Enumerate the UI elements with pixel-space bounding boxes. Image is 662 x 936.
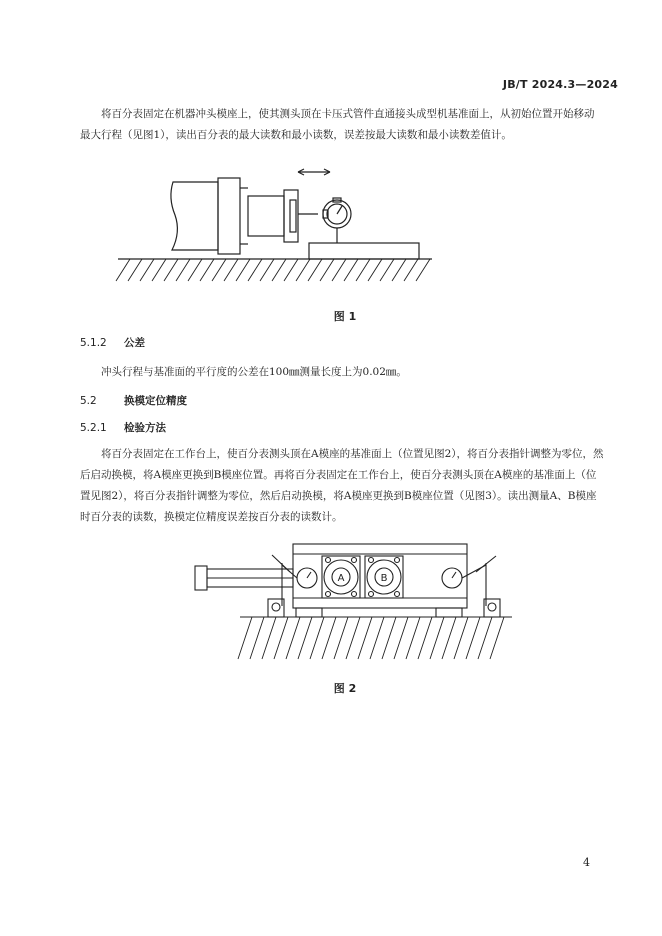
section-number: 5.2 [80, 395, 97, 407]
figure-1-caption: 图 1 [333, 310, 357, 323]
section-number: 5.1.2 [80, 337, 107, 349]
page-number: 4 [583, 856, 590, 869]
section-number: 5.2.1 [80, 422, 107, 434]
section-5-1-2-text: 冲头行程与基准面的平行度的公差在100㎜测量长度上为0.02㎜。 [101, 366, 407, 378]
intro-paragraph: 将百分表固定在机器冲头模座上，使其测头顶在卡压式管件直通接头成型机基准面上，从初始位置开始移动最大行程（见图1），读出百分表的最大读数和最小读数，误差按最大读数和最小读数差值计。 [80, 108, 595, 141]
figure-2-caption: 图 2 [333, 682, 357, 695]
section-5-1-2-heading [80, 335, 145, 350]
section-title: 检验方法 [124, 422, 166, 434]
mold-a-label: A [337, 573, 345, 584]
section-title: 公差 [124, 337, 145, 349]
section-5-2-1-heading [80, 420, 166, 435]
standard-number: JB/T 2024.3—2024 [502, 78, 618, 91]
section-title: 换模定位精度 [124, 395, 187, 407]
mold-b-label: B [380, 573, 388, 584]
section-5-2-heading [80, 393, 187, 408]
section-5-2-1-text: 将百分表固定在工作台上，使百分表测头顶在A模座的基准面上（位置见图2），将百分表指针调整为零位，然后启动换模，将A模座更换到B模座位置。再将百分表固定在工作台上，使百分表测头顶在A模座的基准面上（位置见图2），将百分表指针调整为零位，然后启动换模，将A模座更换到B模座位置（见图3）。读出测量A、B模座时百分表的读数，换模定位精度误差按百分表的读数计。 [80, 448, 604, 523]
